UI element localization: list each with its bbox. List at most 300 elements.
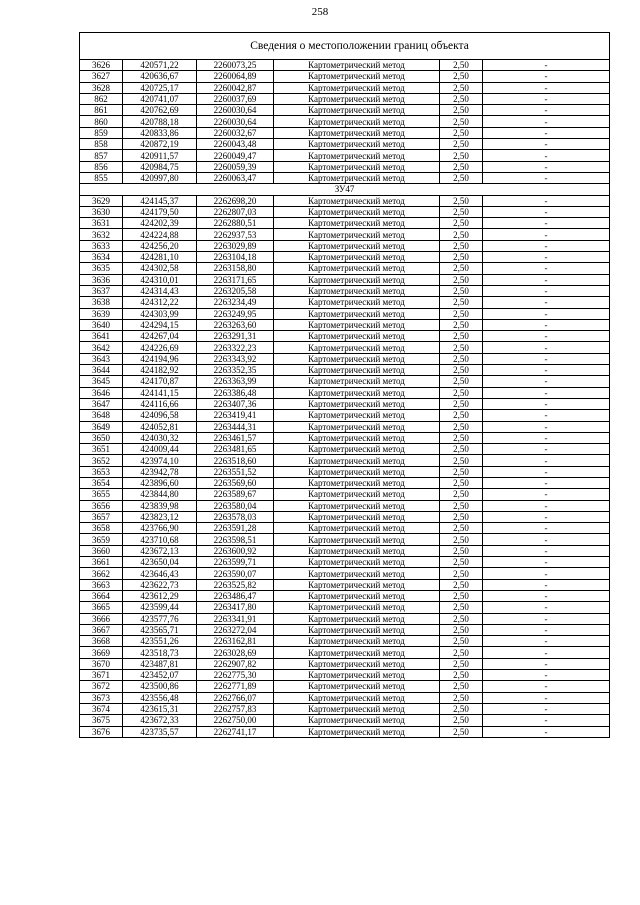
point-number-cell: 3659: [80, 534, 123, 545]
x-coordinate-cell: 424179,50: [123, 206, 197, 217]
y-coordinate-cell: 2260037,69: [197, 93, 274, 104]
x-coordinate-cell: 424281,10: [123, 252, 197, 263]
accuracy-cell: 2,50: [440, 252, 483, 263]
description-cell: -: [483, 285, 610, 296]
method-cell: Картометрический метод: [274, 715, 440, 726]
table-row: [80, 658, 610, 669]
y-coordinate-cell: 2260030,64: [197, 105, 274, 116]
method-cell: Картометрический метод: [274, 60, 440, 71]
method-cell: Картометрический метод: [274, 127, 440, 138]
table-title-text: Сведения о местоположении границ объекта: [250, 40, 469, 52]
description-cell: -: [483, 229, 610, 240]
table-row: [80, 274, 610, 285]
x-coordinate-cell: 423615,31: [123, 703, 197, 714]
x-coordinate-cell: 424052,81: [123, 421, 197, 432]
description-cell: -: [483, 116, 610, 127]
description-cell: -: [483, 127, 610, 138]
y-coordinate-cell: 2262880,51: [197, 218, 274, 229]
y-coordinate-cell: 2260064,89: [197, 71, 274, 82]
method-cell: Картометрический метод: [274, 285, 440, 296]
x-coordinate-cell: 420571,22: [123, 60, 197, 71]
point-number-cell: 3646: [80, 387, 123, 398]
y-coordinate-cell: 2262807,03: [197, 206, 274, 217]
table-row: [80, 71, 610, 82]
point-number-cell: 3635: [80, 263, 123, 274]
point-number-cell: 3627: [80, 71, 123, 82]
accuracy-cell: 2,50: [440, 455, 483, 466]
description-cell: -: [483, 195, 610, 206]
description-cell: -: [483, 500, 610, 511]
x-coordinate-cell: 420788,18: [123, 116, 197, 127]
point-number-cell: 3657: [80, 511, 123, 522]
y-coordinate-cell: 2262741,17: [197, 726, 274, 737]
x-coordinate-cell: 424116,66: [123, 398, 197, 409]
table-row: [80, 703, 610, 714]
accuracy-cell: 2,50: [440, 127, 483, 138]
method-cell: Картометрический метод: [274, 523, 440, 534]
method-cell: Картометрический метод: [274, 342, 440, 353]
x-coordinate-cell: 424182,92: [123, 365, 197, 376]
table-row: [80, 150, 610, 161]
accuracy-cell: 2,50: [440, 523, 483, 534]
table-row: [80, 489, 610, 500]
y-coordinate-cell: 2262750,00: [197, 715, 274, 726]
y-coordinate-cell: 2263263,60: [197, 319, 274, 330]
description-cell: -: [483, 60, 610, 71]
point-number-cell: 3632: [80, 229, 123, 240]
point-number-cell: 3658: [80, 523, 123, 534]
table-row: [80, 93, 610, 104]
accuracy-cell: 2,50: [440, 715, 483, 726]
table-row: [80, 60, 610, 71]
x-coordinate-cell: 424226,69: [123, 342, 197, 353]
table-row: [80, 613, 610, 624]
accuracy-cell: 2,50: [440, 240, 483, 251]
y-coordinate-cell: 2262771,89: [197, 681, 274, 692]
y-coordinate-cell: 2260043,48: [197, 139, 274, 150]
x-coordinate-cell: 420725,17: [123, 82, 197, 93]
description-cell: -: [483, 557, 610, 568]
y-coordinate-cell: 2263171,65: [197, 274, 274, 285]
accuracy-cell: 2,50: [440, 139, 483, 150]
method-cell: Картометрический метод: [274, 590, 440, 601]
y-coordinate-cell: 2262757,83: [197, 703, 274, 714]
accuracy-cell: 2,50: [440, 602, 483, 613]
y-coordinate-cell: 2263525,82: [197, 579, 274, 590]
point-number-cell: 3660: [80, 545, 123, 556]
x-coordinate-cell: 423556,48: [123, 692, 197, 703]
accuracy-cell: 2,50: [440, 670, 483, 681]
x-coordinate-cell: 423565,71: [123, 624, 197, 635]
method-cell: Картометрический метод: [274, 195, 440, 206]
accuracy-cell: 2,50: [440, 511, 483, 522]
point-number-cell: 3628: [80, 82, 123, 93]
description-cell: -: [483, 252, 610, 263]
point-number-cell: 3665: [80, 602, 123, 613]
method-cell: Картометрический метод: [274, 398, 440, 409]
point-number-cell: 3656: [80, 500, 123, 511]
table-row: [80, 218, 610, 229]
y-coordinate-cell: 2263419,41: [197, 410, 274, 421]
description-cell: -: [483, 432, 610, 443]
accuracy-cell: 2,50: [440, 658, 483, 669]
table-row: [80, 477, 610, 488]
accuracy-cell: 2,50: [440, 398, 483, 409]
accuracy-cell: 2,50: [440, 579, 483, 590]
y-coordinate-cell: 2263205,58: [197, 285, 274, 296]
description-cell: -: [483, 670, 610, 681]
description-cell: -: [483, 545, 610, 556]
table-row: [80, 319, 610, 330]
x-coordinate-cell: 424194,96: [123, 353, 197, 364]
point-number-cell: 3645: [80, 376, 123, 387]
accuracy-cell: 2,50: [440, 432, 483, 443]
x-coordinate-cell: 423844,80: [123, 489, 197, 500]
accuracy-cell: 2,50: [440, 444, 483, 455]
y-coordinate-cell: 2262907,82: [197, 658, 274, 669]
description-cell: -: [483, 477, 610, 488]
point-number-cell: 3672: [80, 681, 123, 692]
point-number-cell: 3676: [80, 726, 123, 737]
x-coordinate-cell: 423487,81: [123, 658, 197, 669]
point-number-cell: 862: [80, 93, 123, 104]
description-cell: -: [483, 319, 610, 330]
method-cell: Картометрический метод: [274, 455, 440, 466]
description-cell: -: [483, 703, 610, 714]
description-cell: -: [483, 647, 610, 658]
accuracy-cell: 2,50: [440, 297, 483, 308]
description-cell: -: [483, 308, 610, 319]
table-row: [80, 579, 610, 590]
x-coordinate-cell: 423612,29: [123, 590, 197, 601]
method-cell: Картометрический метод: [274, 568, 440, 579]
method-cell: Картометрический метод: [274, 613, 440, 624]
x-coordinate-cell: 423839,98: [123, 500, 197, 511]
table-row: [80, 590, 610, 601]
accuracy-cell: 2,50: [440, 726, 483, 737]
table-row: [80, 410, 610, 421]
method-cell: Картометрический метод: [274, 466, 440, 477]
method-cell: Картометрический метод: [274, 240, 440, 251]
description-cell: -: [483, 624, 610, 635]
x-coordinate-cell: 420762,69: [123, 105, 197, 116]
x-coordinate-cell: 423672,13: [123, 545, 197, 556]
x-coordinate-cell: 424224,88: [123, 229, 197, 240]
point-number-cell: 3674: [80, 703, 123, 714]
table-row: [80, 308, 610, 319]
y-coordinate-cell: 2263028,69: [197, 647, 274, 658]
method-cell: Картометрический метод: [274, 161, 440, 172]
description-cell: -: [483, 658, 610, 669]
y-coordinate-cell: 2260063,47: [197, 172, 274, 183]
table-row: [80, 715, 610, 726]
point-number-cell: 3668: [80, 636, 123, 647]
y-coordinate-cell: 2263158,80: [197, 263, 274, 274]
method-cell: Картометрический метод: [274, 93, 440, 104]
y-coordinate-cell: 2263589,67: [197, 489, 274, 500]
method-cell: Картометрический метод: [274, 229, 440, 240]
x-coordinate-cell: 423646,43: [123, 568, 197, 579]
description-cell: -: [483, 590, 610, 601]
x-coordinate-cell: 424310,01: [123, 274, 197, 285]
table-row: [80, 444, 610, 455]
accuracy-cell: 2,50: [440, 229, 483, 240]
table-row: [80, 602, 610, 613]
description-cell: -: [483, 172, 610, 183]
table-row: [80, 692, 610, 703]
accuracy-cell: 2,50: [440, 331, 483, 342]
description-cell: -: [483, 568, 610, 579]
method-cell: Картометрический метод: [274, 376, 440, 387]
y-coordinate-cell: 2263444,31: [197, 421, 274, 432]
description-cell: -: [483, 466, 610, 477]
y-coordinate-cell: 2260059,39: [197, 161, 274, 172]
accuracy-cell: 2,50: [440, 590, 483, 601]
method-cell: Картометрический метод: [274, 624, 440, 635]
description-cell: -: [483, 613, 610, 624]
method-cell: Картометрический метод: [274, 726, 440, 737]
point-number-cell: 855: [80, 172, 123, 183]
accuracy-cell: 2,50: [440, 161, 483, 172]
table-row: [80, 365, 610, 376]
y-coordinate-cell: 2262698,20: [197, 195, 274, 206]
x-coordinate-cell: 424256,20: [123, 240, 197, 251]
method-cell: Картометрический метод: [274, 116, 440, 127]
description-cell: -: [483, 365, 610, 376]
x-coordinate-cell: 420833,86: [123, 127, 197, 138]
section-heading-row: [80, 184, 610, 195]
x-coordinate-cell: 423518,73: [123, 647, 197, 658]
x-coordinate-cell: 420984,75: [123, 161, 197, 172]
point-number-cell: 3633: [80, 240, 123, 251]
accuracy-cell: 2,50: [440, 206, 483, 217]
method-cell: Картометрический метод: [274, 308, 440, 319]
point-number-cell: 857: [80, 150, 123, 161]
description-cell: -: [483, 105, 610, 116]
point-number-cell: 3675: [80, 715, 123, 726]
method-cell: Картометрический метод: [274, 331, 440, 342]
table-row: [80, 82, 610, 93]
x-coordinate-cell: 423577,76: [123, 613, 197, 624]
x-coordinate-cell: 423942,78: [123, 466, 197, 477]
description-cell: -: [483, 410, 610, 421]
point-number-cell: 3638: [80, 297, 123, 308]
point-number-cell: 3652: [80, 455, 123, 466]
x-coordinate-cell: 423710,68: [123, 534, 197, 545]
table-row: [80, 105, 610, 116]
description-cell: -: [483, 161, 610, 172]
x-coordinate-cell: 424302,58: [123, 263, 197, 274]
x-coordinate-cell: 423500,86: [123, 681, 197, 692]
point-number-cell: 3629: [80, 195, 123, 206]
accuracy-cell: 2,50: [440, 308, 483, 319]
x-coordinate-cell: 424267,04: [123, 331, 197, 342]
x-coordinate-cell: 423672,33: [123, 715, 197, 726]
y-coordinate-cell: 2260073,25: [197, 60, 274, 71]
method-cell: Картометрический метод: [274, 602, 440, 613]
accuracy-cell: 2,50: [440, 624, 483, 635]
point-number-cell: 3639: [80, 308, 123, 319]
description-cell: -: [483, 489, 610, 500]
boundary-coordinates-table: [79, 32, 610, 738]
accuracy-cell: 2,50: [440, 105, 483, 116]
point-number-cell: 3653: [80, 466, 123, 477]
x-coordinate-cell: 424314,43: [123, 285, 197, 296]
table-row: [80, 229, 610, 240]
method-cell: Картометрический метод: [274, 387, 440, 398]
table-row: [80, 252, 610, 263]
y-coordinate-cell: 2263162,81: [197, 636, 274, 647]
point-number-cell: 3650: [80, 432, 123, 443]
point-number-cell: 3634: [80, 252, 123, 263]
table-row: [80, 455, 610, 466]
y-coordinate-cell: 2263600,92: [197, 545, 274, 556]
description-cell: -: [483, 715, 610, 726]
table-row: [80, 206, 610, 217]
x-coordinate-cell: 423823,12: [123, 511, 197, 522]
point-number-cell: 3669: [80, 647, 123, 658]
point-number-cell: 860: [80, 116, 123, 127]
x-coordinate-cell: 420872,19: [123, 139, 197, 150]
description-cell: -: [483, 523, 610, 534]
x-coordinate-cell: 420911,57: [123, 150, 197, 161]
description-cell: -: [483, 139, 610, 150]
accuracy-cell: 2,50: [440, 353, 483, 364]
x-coordinate-cell: 423622,73: [123, 579, 197, 590]
y-coordinate-cell: 2263363,99: [197, 376, 274, 387]
table-row: [80, 511, 610, 522]
table-row: [80, 139, 610, 150]
y-coordinate-cell: 2263343,92: [197, 353, 274, 364]
y-coordinate-cell: 2263551,52: [197, 466, 274, 477]
description-cell: -: [483, 579, 610, 590]
table-row: [80, 116, 610, 127]
method-cell: Картометрический метод: [274, 670, 440, 681]
point-number-cell: 3626: [80, 60, 123, 71]
y-coordinate-cell: 2263461,57: [197, 432, 274, 443]
accuracy-cell: 2,50: [440, 387, 483, 398]
table-row: [80, 523, 610, 534]
method-cell: Картометрический метод: [274, 353, 440, 364]
point-number-cell: 856: [80, 161, 123, 172]
description-cell: -: [483, 636, 610, 647]
accuracy-cell: 2,50: [440, 545, 483, 556]
table-row: [80, 557, 610, 568]
description-cell: -: [483, 297, 610, 308]
method-cell: Картометрический метод: [274, 105, 440, 116]
method-cell: Картометрический метод: [274, 297, 440, 308]
point-number-cell: 3664: [80, 590, 123, 601]
point-number-cell: 3655: [80, 489, 123, 500]
accuracy-cell: 2,50: [440, 263, 483, 274]
method-cell: Картометрический метод: [274, 703, 440, 714]
table-row: [80, 534, 610, 545]
table-row: [80, 127, 610, 138]
description-cell: -: [483, 274, 610, 285]
accuracy-cell: 2,50: [440, 342, 483, 353]
description-cell: -: [483, 218, 610, 229]
table-row: [80, 726, 610, 737]
table-row: [80, 297, 610, 308]
accuracy-cell: 2,50: [440, 568, 483, 579]
x-coordinate-cell: 423974,10: [123, 455, 197, 466]
point-number-cell: 3644: [80, 365, 123, 376]
table-title: [80, 33, 610, 60]
point-number-cell: 3661: [80, 557, 123, 568]
method-cell: Картометрический метод: [274, 579, 440, 590]
method-cell: Картометрический метод: [274, 692, 440, 703]
accuracy-cell: 2,50: [440, 218, 483, 229]
accuracy-cell: 2,50: [440, 703, 483, 714]
table-row: [80, 670, 610, 681]
description-cell: -: [483, 240, 610, 251]
accuracy-cell: 2,50: [440, 71, 483, 82]
method-cell: Картометрический метод: [274, 421, 440, 432]
point-number-cell: 858: [80, 139, 123, 150]
accuracy-cell: 2,50: [440, 172, 483, 183]
y-coordinate-cell: 2263569,60: [197, 477, 274, 488]
point-number-cell: 3631: [80, 218, 123, 229]
accuracy-cell: 2,50: [440, 534, 483, 545]
accuracy-cell: 2,50: [440, 195, 483, 206]
method-cell: Картометрический метод: [274, 263, 440, 274]
accuracy-cell: 2,50: [440, 116, 483, 127]
x-coordinate-cell: 423551,26: [123, 636, 197, 647]
description-cell: -: [483, 71, 610, 82]
description-cell: -: [483, 387, 610, 398]
y-coordinate-cell: 2263518,60: [197, 455, 274, 466]
point-number-cell: 3642: [80, 342, 123, 353]
point-number-cell: 3670: [80, 658, 123, 669]
table-row: [80, 376, 610, 387]
accuracy-cell: 2,50: [440, 681, 483, 692]
description-cell: -: [483, 511, 610, 522]
table-row: [80, 285, 610, 296]
x-coordinate-cell: 424312,22: [123, 297, 197, 308]
x-coordinate-cell: 424202,39: [123, 218, 197, 229]
method-cell: Картометрический метод: [274, 139, 440, 150]
method-cell: Картометрический метод: [274, 511, 440, 522]
point-number-cell: 3630: [80, 206, 123, 217]
accuracy-cell: 2,50: [440, 365, 483, 376]
description-cell: -: [483, 263, 610, 274]
y-coordinate-cell: 2263481,65: [197, 444, 274, 455]
point-number-cell: 3647: [80, 398, 123, 409]
point-number-cell: 3640: [80, 319, 123, 330]
method-cell: Картометрический метод: [274, 206, 440, 217]
point-number-cell: 3673: [80, 692, 123, 703]
point-number-cell: 3637: [80, 285, 123, 296]
accuracy-cell: 2,50: [440, 285, 483, 296]
y-coordinate-cell: 2263272,04: [197, 624, 274, 635]
y-coordinate-cell: 2263598,51: [197, 534, 274, 545]
table-row: [80, 500, 610, 511]
x-coordinate-cell: 424145,37: [123, 195, 197, 206]
table-row: [80, 466, 610, 477]
y-coordinate-cell: 2263352,35: [197, 365, 274, 376]
y-coordinate-cell: 2263249,95: [197, 308, 274, 319]
method-cell: Картометрический метод: [274, 534, 440, 545]
x-coordinate-cell: 423650,04: [123, 557, 197, 568]
table-row: [80, 636, 610, 647]
y-coordinate-cell: 2263486,47: [197, 590, 274, 601]
description-cell: -: [483, 534, 610, 545]
point-number-cell: 859: [80, 127, 123, 138]
y-coordinate-cell: 2260032,67: [197, 127, 274, 138]
y-coordinate-cell: 2263417,80: [197, 602, 274, 613]
table-row: [80, 421, 610, 432]
method-cell: Картометрический метод: [274, 252, 440, 263]
